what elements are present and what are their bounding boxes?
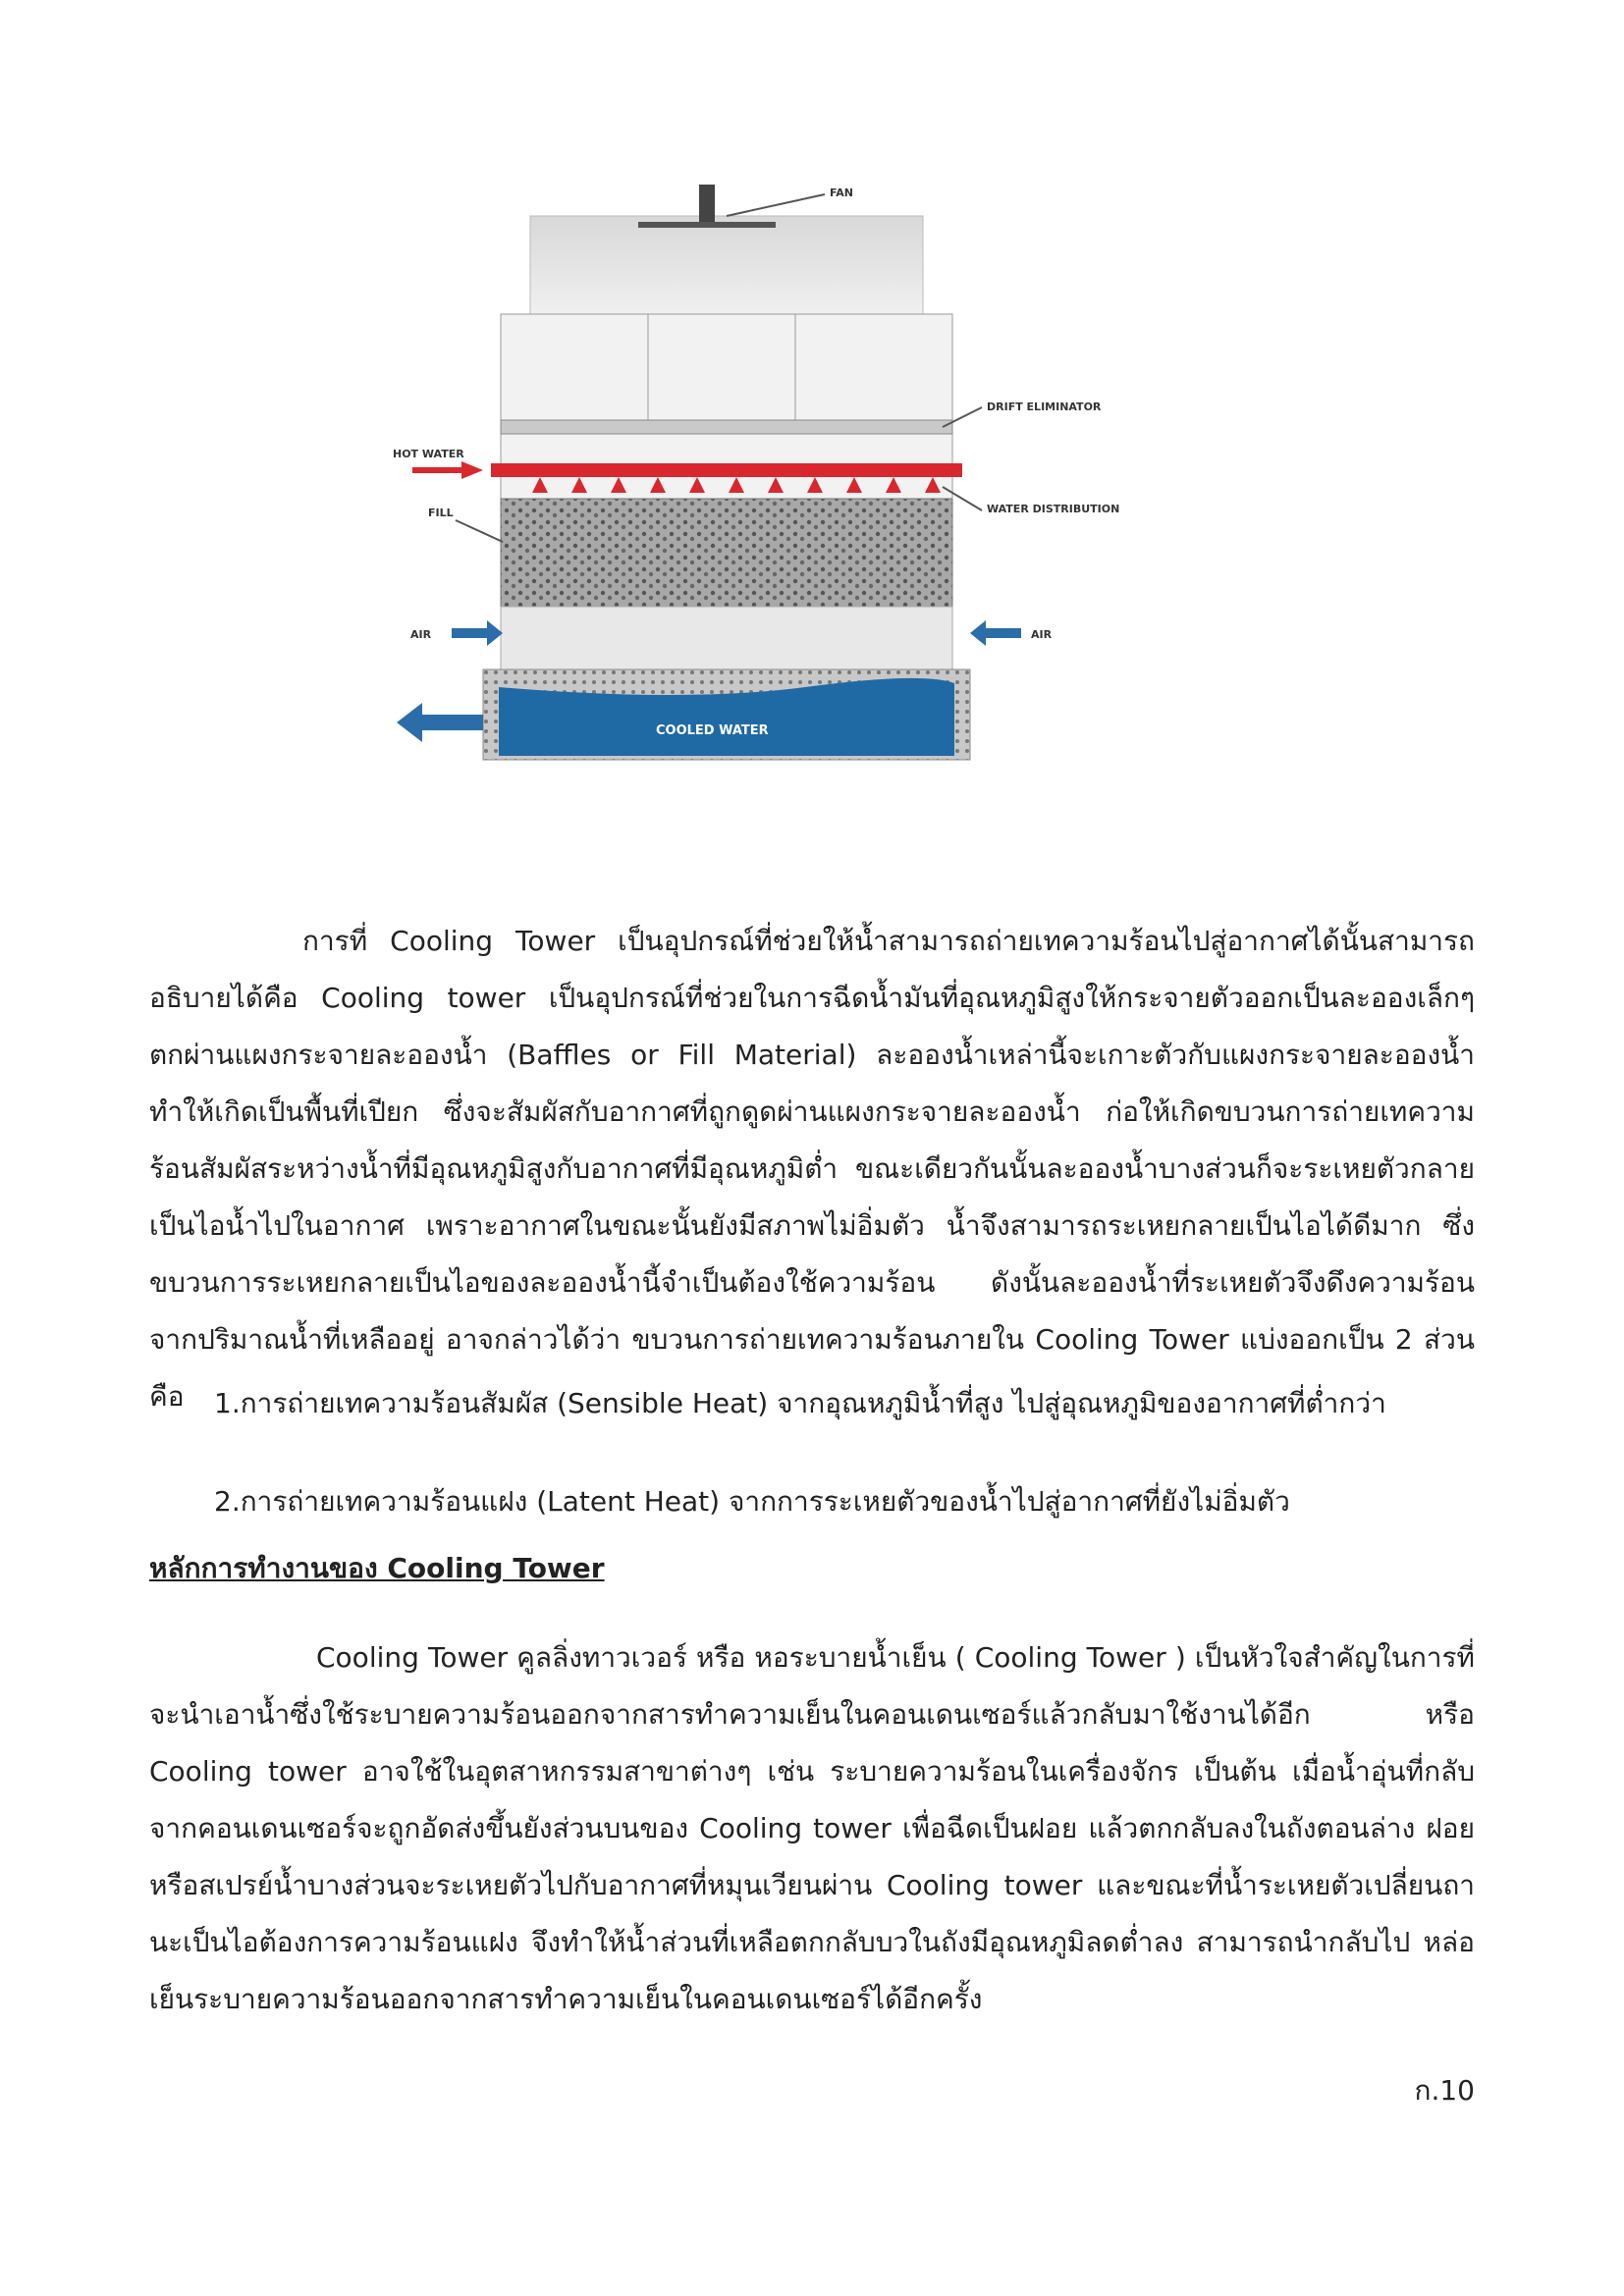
air-right-arrow <box>970 620 1021 646</box>
drift-eliminator <box>501 420 952 434</box>
fan-label: FAN <box>830 187 853 199</box>
fill-label: FILL <box>428 507 454 519</box>
fan-motor <box>699 185 715 224</box>
working-principle-paragraph: Cooling Tower คูลลิ่งทาวเวอร์ หรือ หอระบายน้ำเย็น ( Cooling Tower ) เป็นหัวใจสำคัญในการที่จะนำเอาน้ำซึ่งใช้ระบายความร้อนออกจากสารทำความเย็นในคอนเดนเซอร์แล้วกลับมาใช้งานได้อีก หรือ Cooling tower อาจใช้ในอุตสาหกรรมสาขาต่างๆ เช่น ระบายความร้อนในเครื่องจักร เป็นต้น เมื่อน้ำอุ่นที่กลับจากคอนเดนเซอร์จะถูกอัดส่งขึ้นยังส่วนบนของ Cooling tower เพื่อฉีดเป็นฝอย แล้วตกกลับลงในถังตอนล่าง ฝอยหรือสเปรย์น้ำบางส่วนจะระเหยตัวไปกับอากาศที่หมุนเวียนผ่าน Cooling tower และขณะที่น้ำระเหยตัวเปลี่ยนถานะเป็นไอต้องการความร้อนแฝง จึงทำให้น้ำส่วนที่เหลือตกกลับบวในถังมีอุณหภูมิลดต่ำลง สามารถนำกลับไป หล่อเย็นระบายความร้อนออกจากสารทำความเย็นในคอนเดนเซอร์ได้อีกครั้ง <box>149 1641 1475 2015</box>
air-intake-zone <box>501 607 952 671</box>
cooling-tower-svg <box>393 177 1257 785</box>
heat-transfer-item-1: 1.การถ่ายเทความร้อนสัมผัส (Sensible Heat) จากอุณหภูมิน้ำที่สูง ไปสู่อุณหภูมิของอากาศที่ต่ำกว่า <box>214 1387 1386 1419</box>
hot-water-arrow <box>412 461 483 479</box>
fill-media <box>501 499 952 607</box>
air-right-label: AIR <box>1031 628 1053 641</box>
intro-paragraph: การที่ Cooling Tower เป็นอุปกรณ์ที่ช่วยให้น้ำสามารถถ่ายเทความร้อนไปสู่อากาศได้นั้นสามารถอธิบายได้คือ Cooling tower เป็นอุปกรณ์ที่ช่วยในการฉีดน้ำมันที่อุณหภูมิสูงให้กระจายตัวออกเป็นละอองเล็กๆ ตกผ่านแผงกระจายละอองน้ำ (Baffles or Fill Material) ละอองน้ำเหล่านี้จะเกาะตัวกับแผงกระจายละอองน้ำ ทำให้เกิดเป็นพื้นที่เปียก ซึ่งจะสัมผัสกับอากาศที่ถูกดูดผ่านแผงกระจายละอองน้ำ ก่อให้เกิดขบวนการถ่ายเทความร้อนสัมผัสระหว่างน้ำที่มีอุณหภูมิสูงกับอากาศที่มีอุณหภูมิต่ำ ขณะเดียวกันนั้นละอองน้ำบางส่วนก็จะระเหยตัวกลายเป็นไอน้ำไปในอากาศ เพราะอากาศในขณะนั้นยังมีสภาพไม่อิ่มตัว น้ำจึงสามารถระเหยกลายเป็นไอได้ดีมาก ซึ่งขบวนการระเหยกลายเป็นไอของละอองน้ำนี้จำเป็นต้องใช้ความร้อน ดังนั้นละอองน้ำที่ระเหยตัวจึงดึงความร้อนจากปริมาณน้ำที่เหลืออยู่ อาจกล่าวได้ว่า ขบวนการถ่ายเทความร้อนภายใน Cooling Tower แบ่งออกเป็น 2 ส่วน คือ <box>149 925 1475 1413</box>
air-left-arrow <box>452 620 503 646</box>
fill-leader-line <box>456 520 503 542</box>
fan-leader-line <box>727 194 825 216</box>
cooled-water-outlet-arrow <box>397 703 483 742</box>
page-number: ก.10 <box>1414 2074 1475 2107</box>
cooled-water-label: COOLED WATER <box>656 723 769 738</box>
fan-blade <box>638 222 776 228</box>
hot-water-label: HOT WATER <box>393 448 464 460</box>
upper-chamber <box>501 314 952 510</box>
air-left-label: AIR <box>410 628 432 641</box>
section-heading: หลักการทำงานของ Cooling Tower <box>149 1552 605 1584</box>
water-distribution-label: WATER DISTRIBUTION <box>987 503 1120 515</box>
hot-water-pipe <box>491 463 962 477</box>
drift-eliminator-label: DRIFT ELIMINATOR <box>987 400 1102 413</box>
heat-transfer-item-2: 2.การถ่ายเทความร้อนแฝง (Latent Heat) จากการระเหยตัวของน้ำไปสู่อากาศที่ยังไม่อิ่มตัว <box>214 1485 1290 1518</box>
cooling-tower-diagram <box>393 177 1257 785</box>
fan-housing <box>530 216 923 314</box>
